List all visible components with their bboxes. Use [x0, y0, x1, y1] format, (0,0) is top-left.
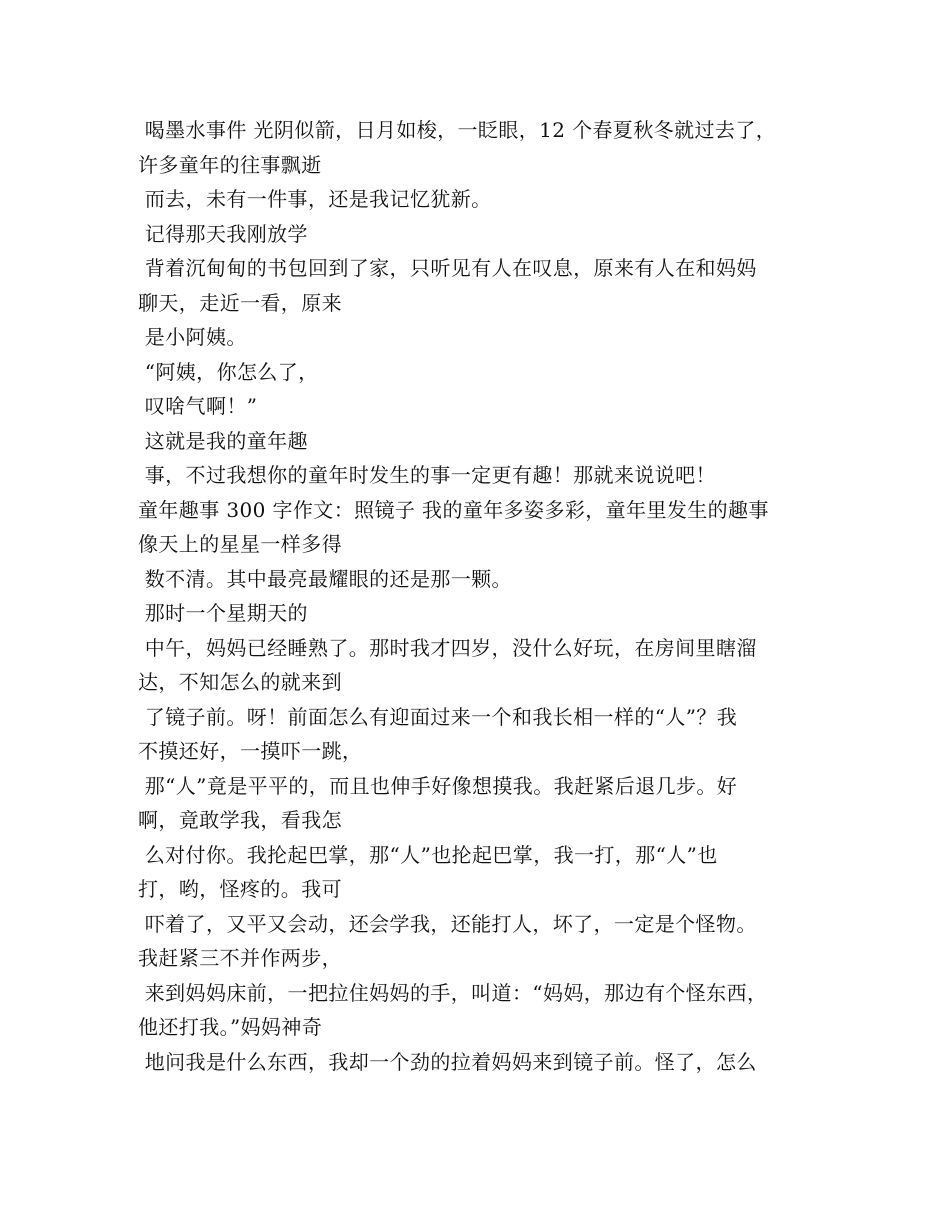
text-line: 他还打我。”妈妈神奇: [138, 1015, 323, 1039]
text-line: 这就是我的童年趣: [138, 428, 308, 453]
text-line: 数不清。其中最亮最耀眼的还是那一颗。: [138, 566, 512, 591]
text-line: 来到妈妈床前，一把拉住妈妈的手，叫道：“妈妈，那边有个怪东西，: [138, 980, 768, 1005]
text-line: 那“人”竟是平平的，而且也伸手好像想摸我。我赶紧后退几步。好: [138, 773, 738, 798]
document-body: [138, 113, 838, 1079]
text-line: 是小阿姨。: [138, 325, 247, 349]
text-line: 喝墨水事件 光阴似箭，日月如梭，一眨眼，12 个春夏秋冬就过去了，: [138, 118, 777, 142]
text-line: 像天上的星星一样多得: [138, 532, 342, 556]
text-line: 聊天，走近一看，原来: [138, 290, 342, 315]
text-line: 那时一个星期天的: [138, 601, 308, 625]
text-line: 中午，妈妈已经睡熟了。那时我才四岁，没什么好玩，在房间里瞎溜: [138, 635, 757, 660]
text-line: 叹啥气啊！”: [138, 394, 258, 418]
text-line: 达，不知怎么的就来到: [138, 670, 342, 694]
text-line: 许多童年的往事飘逝: [138, 152, 322, 177]
text-line: 我赶紧三不并作两步，: [138, 946, 342, 970]
text-line: 打，哟，怪疼的。我可: [138, 877, 342, 901]
text-line: 记得那天我刚放学: [138, 221, 308, 246]
text-line: 不摸还好，一摸吓一跳，: [138, 739, 363, 763]
text-line: 么对付你。我抡起巴掌，那“人”也抡起巴掌，我一打，那“人”也: [138, 842, 718, 867]
text-line: 地问我是什么东西，我却一个劲的拉着妈妈来到镜子前。怪了，怎么: [138, 1049, 757, 1074]
text-line: 而去，未有一件事，还是我记忆犹新。: [138, 187, 492, 211]
text-line: 事，不过我想你的童年时发生的事一定更有趣！那就来说说吧！: [138, 463, 716, 487]
text-line: “阿姨，你怎么了，: [138, 359, 319, 384]
text-line: 吓着了，又平又会动，还会学我，还能打人，坏了，一定是个怪物。: [138, 911, 757, 936]
text-line: 啊，竟敢学我，看我怎: [138, 808, 342, 832]
text-line: 童年趣事 300 字作文：照镜子 我的童年多姿多彩，童年里发生的趣事: [138, 497, 769, 522]
text-line: 背着沉甸甸的书包回到了家，只听见有人在叹息，原来有人在和妈妈: [138, 256, 757, 280]
text-line: 了镜子前。呀！前面怎么有迎面过来一个和我长相一样的“人”？我: [138, 704, 738, 729]
